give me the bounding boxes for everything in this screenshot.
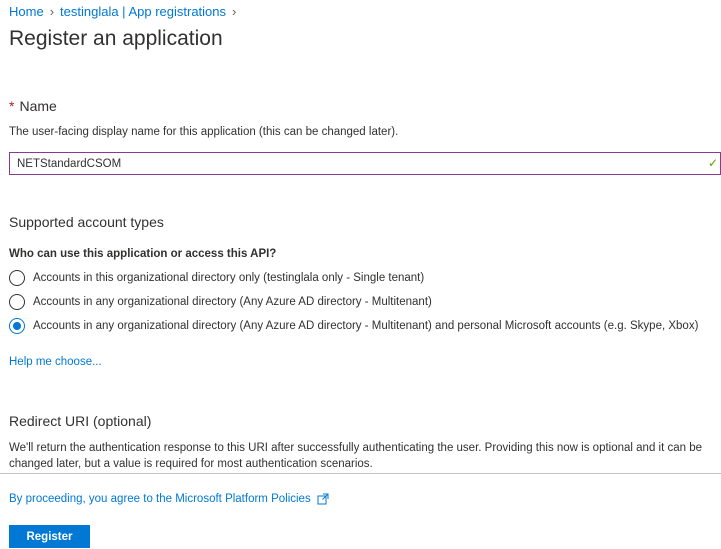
radio-option-single-tenant[interactable] <box>9 270 424 286</box>
divider <box>0 473 721 474</box>
redirect-uri-heading: Redirect URI (optional) <box>9 413 152 429</box>
breadcrumb-app-registrations-link[interactable]: testinglala | App registrations <box>60 4 227 19</box>
radio-button[interactable] <box>9 294 25 310</box>
page-title: Register an application <box>9 27 223 50</box>
register-button[interactable]: Register <box>9 525 90 548</box>
radio-button[interactable] <box>9 270 25 286</box>
account-types-question: Who can use this application or access this API? <box>9 248 277 260</box>
radio-label: Accounts in any organizational directory (Any Azure AD directory - Multitenant) and personal Microsoft accounts (e.g. Skype, Xbox) <box>33 320 699 332</box>
checkmark-icon: ✓ <box>707 156 718 170</box>
redirect-uri-description: We'll return the authentication response to this URI after successfully authenticating the user. Providing this now is optional and it can be changed later, but a value is required for most authentication scenarios. <box>9 442 703 470</box>
external-link-icon[interactable] <box>317 493 329 505</box>
name-field <box>9 152 721 175</box>
name-label <box>9 98 57 114</box>
radio-option-multitenant[interactable] <box>9 294 432 310</box>
account-types-heading: Supported account types <box>9 214 164 230</box>
chevron-right-icon: › <box>232 4 237 19</box>
name-input[interactable] <box>10 153 720 174</box>
radio-label: Accounts in any organizational directory (Any Azure AD directory - Multitenant) <box>33 296 432 308</box>
name-description: The user-facing display name for this application (this can be changed later). <box>9 126 399 138</box>
radio-option-multitenant-personal[interactable] <box>9 318 698 334</box>
chevron-right-icon: › <box>49 4 55 19</box>
help-me-choose-link[interactable]: Help me choose... <box>9 356 102 368</box>
required-marker: * <box>9 98 15 114</box>
breadcrumb <box>9 4 242 19</box>
platform-policies-link[interactable]: By proceeding, you agree to the Microsoft Platform Policies <box>9 493 311 505</box>
policy-row <box>9 493 329 505</box>
name-label-text: Name <box>19 98 57 114</box>
radio-label: Accounts in this organizational directory only (testinglala only - Single tenant) <box>33 272 425 284</box>
radio-button-selected[interactable] <box>9 318 25 334</box>
breadcrumb-home-link[interactable]: Home <box>9 4 44 19</box>
